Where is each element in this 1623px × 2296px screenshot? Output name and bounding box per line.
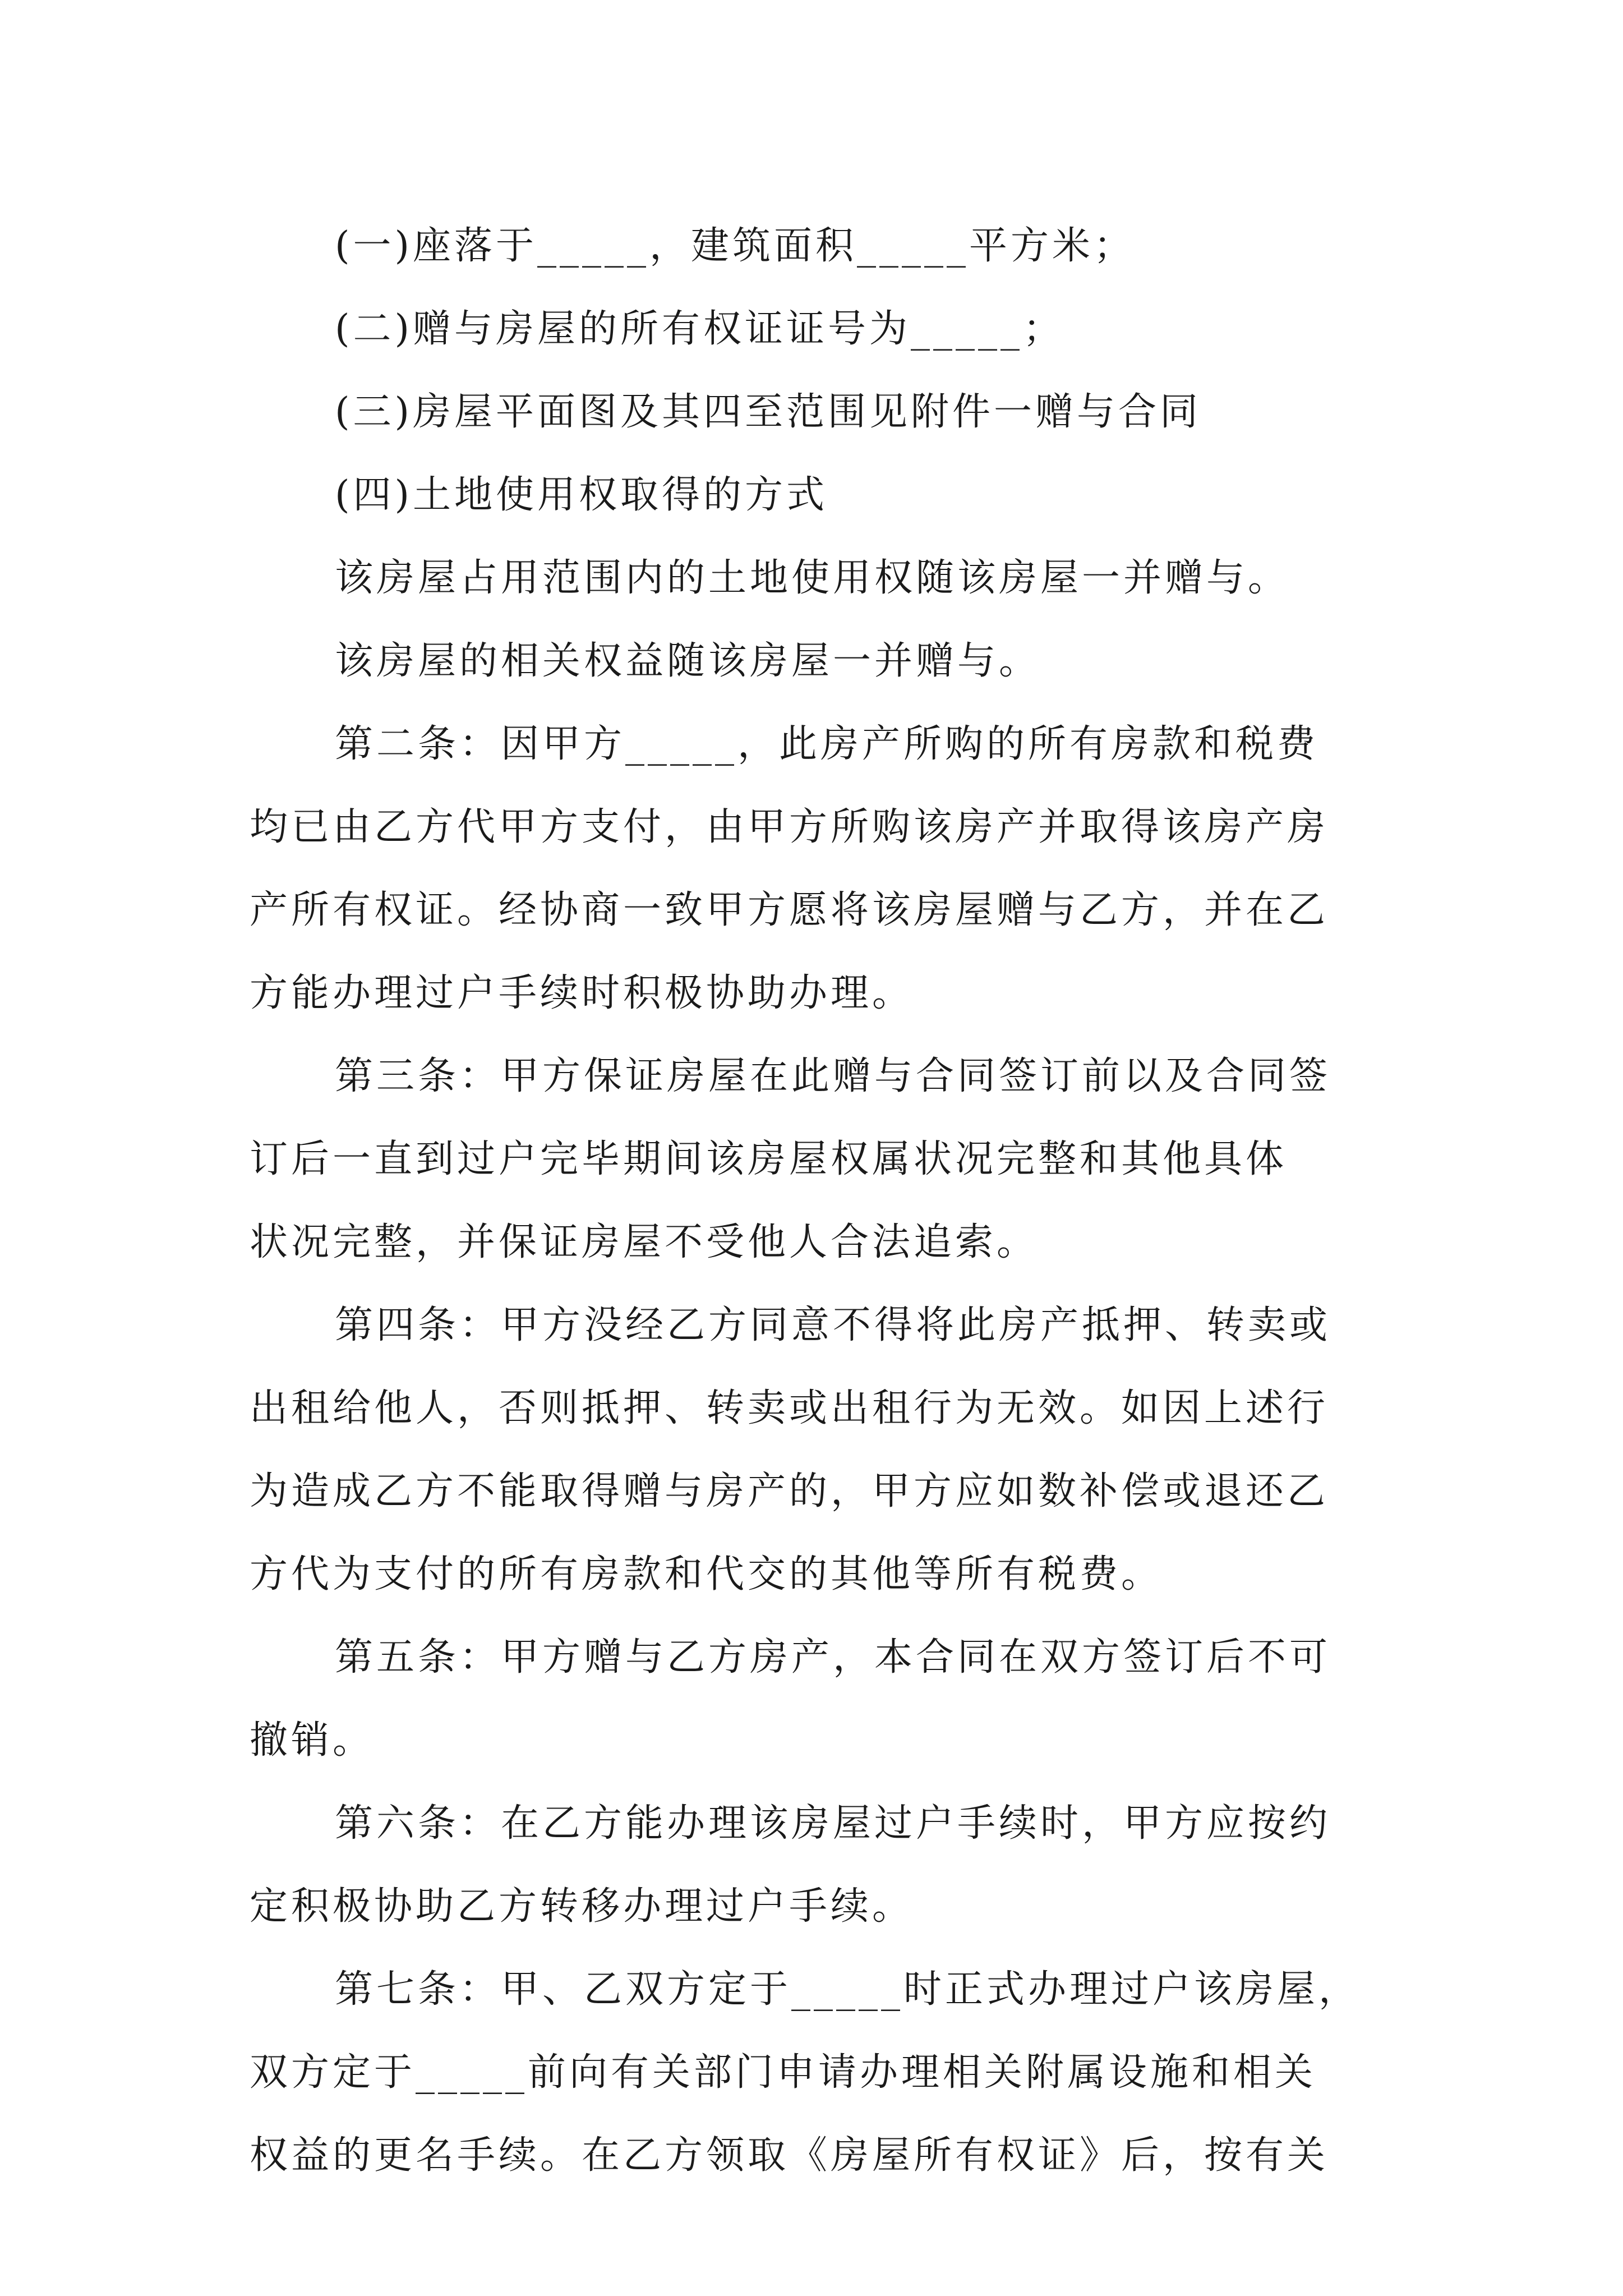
article-2-text: 方能办理过户手续时积极协助办理。 [250,971,914,1015]
clause-text-line: 该房屋的相关权益随该房屋一并赠与。 [335,639,1041,683]
clause-text-line: 该房屋占用范围内的土地使用权随该房屋一并赠与。 [335,556,1290,600]
document-body [250,205,1396,2197]
clause-text-line: (一)座落于_____，建筑面积_____平方米； [335,224,1136,268]
article-7-text: 第七条：甲、乙双方定于_____时正式办理过户该房屋， [335,1967,1361,2012]
article-3-text: 第三条：甲方保证房屋在此赠与合同签订前以及合同签 [335,1054,1331,1098]
article-6-text: 定积极协助乙方转移办理过户手续。 [250,1884,914,1929]
article-3-text: 订后一直到过户完毕期间该房屋权属状况完整和其他具体 [250,1137,1288,1181]
article-6-text: 第六条：在乙方能办理该房屋过户手续时，甲方应按约 [335,1801,1331,1846]
clause-text-line: (三)房屋平面图及其四至范围见附件一赠与合同 [335,390,1202,434]
article-4-text: 为造成乙方不能取得赠与房产的，甲方应如数补偿或退还乙 [250,1469,1329,1513]
article-4-text: 出租给他人，否则抵押、转卖或出租行为无效。如因上述行 [250,1386,1329,1430]
article-4-text: 方代为支付的所有房款和代交的其他等所有税费。 [250,1552,1163,1596]
article-7-text: 双方定于_____前向有关部门申请办理相关附属设施和相关 [250,2050,1317,2095]
article-2-text: 第二条：因甲方_____，此房产所购的所有房款和税费 [335,722,1319,766]
article-3-text: 状况完整，并保证房屋不受他人合法追索。 [250,1220,1039,1264]
article-5-text: 撤销。 [250,1718,375,1763]
article-2-text: 产所有权证。经协商一致甲方愿将该房屋赠与乙方，并在乙 [250,888,1329,932]
article-5-text: 第五条：甲方赠与乙方房产，本合同在双方签订后不可 [335,1635,1331,1680]
article-7-text: 权益的更名手续。在乙方领取《房屋所有权证》后，按有关 [250,2133,1329,2178]
article-4-text: 第四条：甲方没经乙方同意不得将此房产抵押、转卖或 [335,1303,1331,1347]
article-2-text: 均已由乙方代甲方支付，由甲方所购该房产并取得该房产房 [250,805,1329,849]
clause-text-line: (四)土地使用权取得的方式 [335,473,828,517]
clause-text-line: (二)赠与房屋的所有权证证号为_____； [335,307,1065,351]
